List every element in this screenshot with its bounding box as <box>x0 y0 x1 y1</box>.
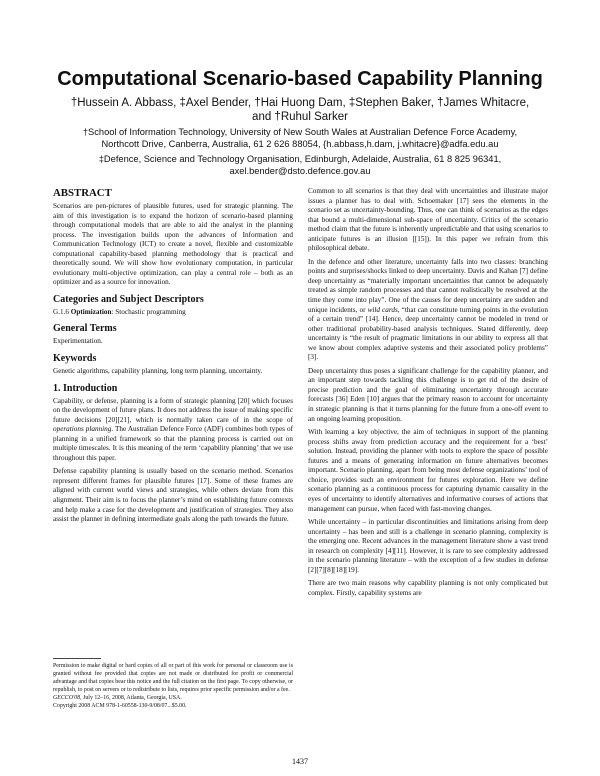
categories-text <box>53 308 293 318</box>
intro-paragraph-2: Defense capability planning is usually based on the scenario method. Scenarios represent different frames for plausible futures [17]. Some of these frames are aligned with current world views and strategies, while others deviate from this alignment. Their aim is to focus the planner’s mind on establishing future contexts and help make a case for the development and justification of strategies. They also assist the planner in defining intermediate goals along the path towards the future. <box>53 467 293 524</box>
paper-title: Computational Scenario-based Capability Planning <box>57 68 543 90</box>
right-paragraph-1: Common to all scenarios is that they deal with uncertainties and illustrate major issues a planner has to deal with. Schoemaker [17] sees the elements in the scenario set as uncertainty-bounding. Thus, one can think of scenarios as the edges that bound a multi-dimensional sub-space of uncertainty. Critics of the scenario method claim that the future is inherently unpredictable and that using scenarios to anticipate futures is an illusion [[15]). In this paper we refrain from this philosophical debate. <box>308 187 548 253</box>
introduction-heading: 1. Introduction <box>53 382 118 394</box>
keywords-text: Genetic algorithms, capability planning, long term planning, uncertainty. <box>53 367 263 376</box>
right-p2-emphasis: wild cards <box>367 305 398 314</box>
right-paragraph-6: There are two main reasons why capability planning is not only complicated but complex. Firstly, capability systems are <box>308 579 548 597</box>
affiliation-2-line-1: ‡Defence, Science and Technology Organisation, Edinburgh, Adelaide, Australia, 61 8 825 96341, <box>98 154 502 164</box>
keywords-heading: Keywords <box>53 353 97 365</box>
right-p2-part-b: , “that can constitute turning points in the evolution of a certain trend” [14]. Hence, deep uncertainty cannot be modeled in trend or other traditional probability-based analysis techniques. Stated differently, deep uncertainty is “the result of pragmatic limitations in our ability to express all that we know about complex adaptive systems and their associated policy problems” [3]. <box>308 305 548 362</box>
categories-heading: Categories and Subject Descriptors <box>53 293 204 305</box>
permission-text: Permission to make digital or hard copies of all or part of this work for personal or classroom use is granted without fee provided that copies are not made or distributed for profit or commercial advantage and that copies bear this notice and the full citation on the first page. To copy otherwise, or republish, to post on servers or to redistribute to lists, requires prior specific permission and/or a fee. <box>53 663 293 693</box>
right-paragraph-4: With learning a key objective, the aim of techniques in support of the planning process shifts away from prediction accuracy and the requirement for a ‘best’ solution. Instead, providing the planner with tools to explore the space of possible futures and a means of generating information on future alternatives becomes important. Scenario planning, apart from being most defense organizations’ tool of choice, provides such an environment for futures exploration. Here we define scenario planning as a continuous process for capturing dynamic causality in the eyes of uncertainty to identify alternatives and informative courses of actions that management can pursue, when faced with fast-moving changes. <box>308 428 548 513</box>
right-paragraph-5: While uncertainty – in particular discontinuities and limitations arising from deep uncertainty – has been and still is a challenge in scenario planning, complexity is the emerging one. Recent advances in the management literature show a vast trend in research on complexity [4][11]. However, it is rare to see complexity addressed in the scenario planning literature – with the exception of a few studies in defense [2][7][8][18][19]. <box>308 518 548 574</box>
intro-paragraph-1 <box>53 397 293 464</box>
page-number: 1437 <box>292 757 308 766</box>
right-paragraph-3: Deep uncertainty thus poses a significant challenge for the capability planner, and an important step towards tackling this challenge is to get rid of the desire of precise prediction and the goal of eliminating uncertainty through accurate forecasts [36] Eden [10] argues that the primary reason to account for uncertainty in strategic planning is that it turns planning for the future from a one-off event to an ongoing learning proposition. <box>308 366 548 423</box>
category-bold: Optimization <box>70 307 112 316</box>
affiliation-1-line-1: †School of Information Technology, University of New South Wales at Australian Defence Force Academy, <box>82 127 518 137</box>
category-rest: : Stochastic programming <box>111 307 186 316</box>
right-column <box>308 187 548 747</box>
conference-details: , July 12–16, 2008, Atlanta, Georgia, USA. <box>80 695 182 701</box>
authors-line-2: and †Ruhul Sarker <box>252 111 348 123</box>
authors-line-1: †Hussein A. Abbass, ‡Axel Bender, †Hai Huong Dam, ‡Stephen Baker, †James Whitacre, <box>70 97 530 109</box>
footnote-rule <box>53 658 101 659</box>
intro-p1-part-b: . The Australian Defence Force (ADF) combines both types of planning in a unified framework so that the planning process is carried out on multiple timescales. It is this meaning of the term ‘capability planning’ that we use throughout this paper. <box>53 425 293 462</box>
copyright-line: Copyright 2008 ACM 978-1-60558-130-9/08/07...$5.00. <box>53 703 187 709</box>
affiliation-2-line-2: axel.bender@dsto.defence.gov.au <box>229 166 371 176</box>
intro-p1-part-a: Capability, or defense, planning is a form of strategic planning [20] which focuses on the development of future plans. It does not address the issue of making specific future decisions [20][21], which is normally taken care of in the scope of <box>53 396 293 424</box>
affiliation-1-line-2: Northcott Drive, Canberra, Australia, 61 2 626 88054, {h.abbass,h.dam, j.whitacre}@adfa.edu.au <box>101 139 499 149</box>
general-terms-text: Experimentation. <box>53 337 103 346</box>
right-p2-part-a: In the defence and other literature, uncertainty falls into two classes: branching points and surprises/shocks linked to deep uncertainty. Davis and Kahan [7] define deep uncertainty as “materially important uncertainties that cannot be adequately treated as simple random processes and that cannot realistically be resolved at the time they come into play”. One of the causes for deep uncertainty are sudden and unique incidents, or <box>308 257 548 314</box>
permission-block <box>53 658 293 710</box>
abstract-heading: ABSTRACT <box>53 187 112 199</box>
category-code: G.1.6 <box>53 307 71 316</box>
conference-name: GECCO'08 <box>53 695 81 701</box>
intro-p1-emphasis: operations planning <box>53 425 112 434</box>
conference-line <box>53 694 293 702</box>
general-terms-heading: General Terms <box>53 323 117 335</box>
abstract-text: Scenarios are pen-pictures of plausible futures, used for strategic planning. The aim of this investigation is to expand the horizon of scenario-based planning through computational models that are able to aid the analyst in the planning process. The investigation builds upon the advances of Information and Communication Technology (ICT) to create a novel, flexible and customizable computational capability-based planning methodology that is practical and theoretically sound. We will show how evolutionary computation, in particular evolutionary multi-objective optimization, can play a central role – both as an optimizer and as a source for innovation. <box>53 202 293 287</box>
right-paragraph-2 <box>308 258 548 363</box>
